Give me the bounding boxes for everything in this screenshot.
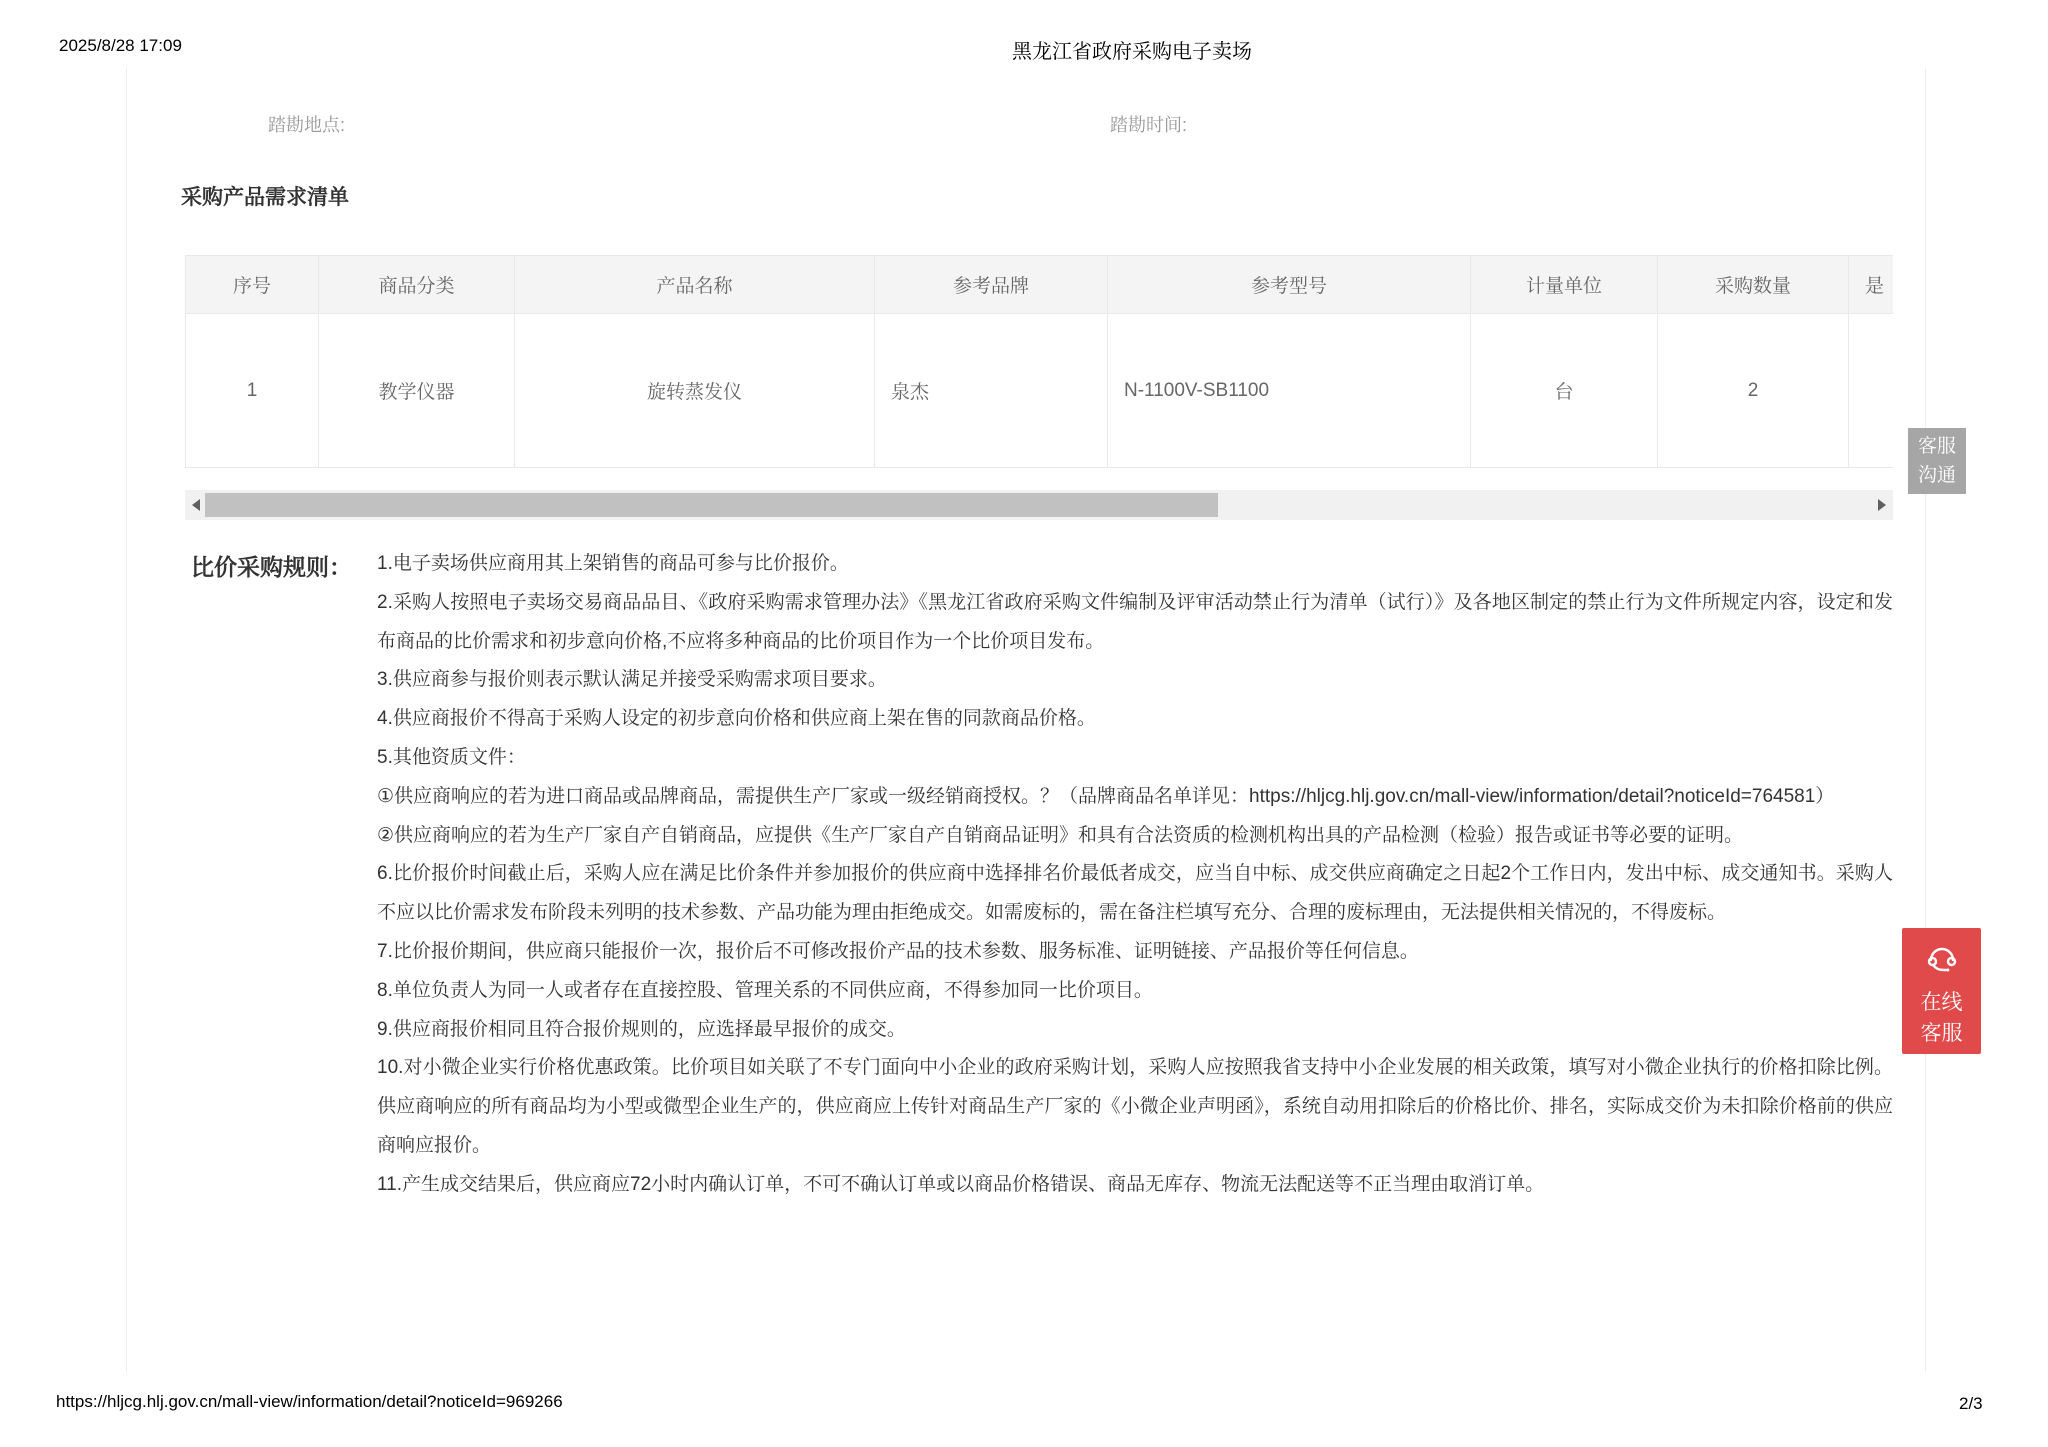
rule-item: 11.产生成交结果后，供应商应72小时内确认订单，不可不确认订单或以商品价格错误、商品无库存、物流无法配送等不正当理由取消订单。 [377, 1173, 1545, 1195]
print-timestamp: 2025/8/28 17:09 [59, 36, 182, 55]
cell-unit: 台 [1471, 314, 1658, 468]
cell-seq: 1 [186, 314, 319, 468]
rule-item: ②供应商响应的若为生产厂家自产自销商品，应提供《生产厂家自产自销商品证明》和具有合法资质的检测机构出具的产品检测（检验）报告或证书等必要的证明。 [377, 824, 1744, 846]
online-service-line2: 客服 [1920, 1022, 1963, 1045]
cell-quantity: 2 [1658, 314, 1849, 468]
table-row [186, 314, 1894, 468]
rule-item: 3.供应商参与报价则表示默认满足并接受采购需求项目要求。 [377, 669, 887, 691]
col-header-unit: 计量单位 [1471, 256, 1658, 314]
cell-ref-model: N-1100V-SB1100 [1108, 314, 1471, 468]
headset-icon [1924, 928, 1960, 981]
rule-item: 10.对小微企业实行价格优惠政策。比价项目如关联了不专门面向中小企业的政府采购计划，采购人应按照我省支持中小企业发展的相关政策，填写对小微企业执行的价格扣除比例。供应商响应的所有商品均为小型或微型企业生产的，供应商应上传针对商品生产厂家的《小微企业声明函》，系统自动用扣除后的价格比价、排名，实际成交价为未扣除价格前的供应商响应报价。 [377, 1057, 1893, 1156]
section-title-product-list: 采购产品需求清单 [181, 186, 349, 209]
print-footer-url: https://hljcg.hlj.gov.cn/mall-view/information/detail?noticeId=969266 [56, 1392, 563, 1411]
cell-clipped [1849, 314, 1894, 468]
col-header-category: 商品分类 [319, 256, 515, 314]
rule-item: 2.采购人按照电子卖场交易商品品目、《政府采购需求管理办法》《黑龙江省政府采购文件编制及评审活动禁止行为清单（试行）》及各地区制定的禁止行为文件所规定内容，设定和发布商品的比价需求和初步意向价格,不应将多种商品的比价项目作为一个比价项目发布。 [377, 591, 1893, 652]
online-customer-service-button[interactable] [1902, 928, 1981, 1054]
col-header-quantity: 采购数量 [1658, 256, 1849, 314]
online-service-line1: 在线 [1920, 991, 1963, 1014]
cell-category: 教学仪器 [319, 314, 515, 468]
col-header-clipped: 是 [1849, 256, 1894, 314]
cell-product-name: 旋转蒸发仪 [515, 314, 875, 468]
col-header-ref-model: 参考型号 [1108, 256, 1471, 314]
print-footer-page-number: 2/3 [1959, 1394, 1983, 1413]
kefu-communication-tab[interactable] [1908, 428, 1966, 494]
product-table [185, 255, 1893, 468]
table-horizontal-scrollbar[interactable] [185, 490, 1893, 520]
scrollbar-left-arrow-icon[interactable] [192, 499, 200, 511]
scrollbar-right-arrow-icon[interactable] [1878, 499, 1886, 511]
survey-location-label: 踏勘地点: [268, 115, 346, 135]
table-header-row [186, 256, 1894, 314]
product-table-container [185, 255, 1893, 468]
rules-text-block [377, 545, 1893, 1205]
page-title: 黑龙江省政府采购电子卖场 [1012, 41, 1252, 63]
rule-item: 4.供应商报价不得高于采购人设定的初步意向价格和供应商上架在售的同款商品价格。 [377, 708, 1096, 730]
cell-ref-brand: 泉杰 [875, 314, 1108, 468]
rule-item: 8.单位负责人为同一人或者存在直接控股、管理关系的不同供应商，不得参加同一比价项目。 [377, 979, 1153, 1001]
rule-item: 1.电子卖场供应商用其上架销售的商品可参与比价报价。 [377, 553, 849, 574]
col-header-ref-brand: 参考品牌 [875, 256, 1108, 314]
survey-time-label: 踏勘时间: [1110, 115, 1188, 135]
rule-item: 6.比价报价时间截止后，采购人应在满足比价条件并参加报价的供应商中选择排名价最低者成交，应当自中标、成交供应商确定之日起2个工作日内，发出中标、成交通知书。采购人不应以比价需求发布阶段未列明的技术参数、产品功能为理由拒绝成交。如需废标的，需在备注栏填写充分、合理的废标理由，无法提供相关情况的，不得废标。 [377, 863, 1893, 924]
col-header-product-name: 产品名称 [515, 256, 875, 314]
rule-item: 7.比价报价期间，供应商只能报价一次，报价后不可修改报价产品的技术参数、服务标准、证明链接、产品报价等任何信息。 [377, 940, 1419, 962]
rules-section-label: 比价采购规则： [191, 554, 352, 580]
rule-item: 5.其他资质文件： [377, 746, 526, 768]
rule-item: 9.供应商报价相同且符合报价规则的，应选择最早报价的成交。 [377, 1018, 906, 1040]
kefu-tab-line2: 沟通 [1917, 465, 1956, 486]
rule-item: ①供应商响应的若为进口商品或品牌商品，需提供生产厂家或一级经销商授权。？（品牌商品名单详见：https://hljcg.hlj.gov.cn/mall-view/information/detail?noticeId=764581） [377, 785, 1835, 807]
col-header-seq: 序号 [186, 256, 319, 314]
kefu-tab-line1: 客服 [1917, 436, 1956, 457]
scrollbar-thumb[interactable] [205, 493, 1218, 517]
